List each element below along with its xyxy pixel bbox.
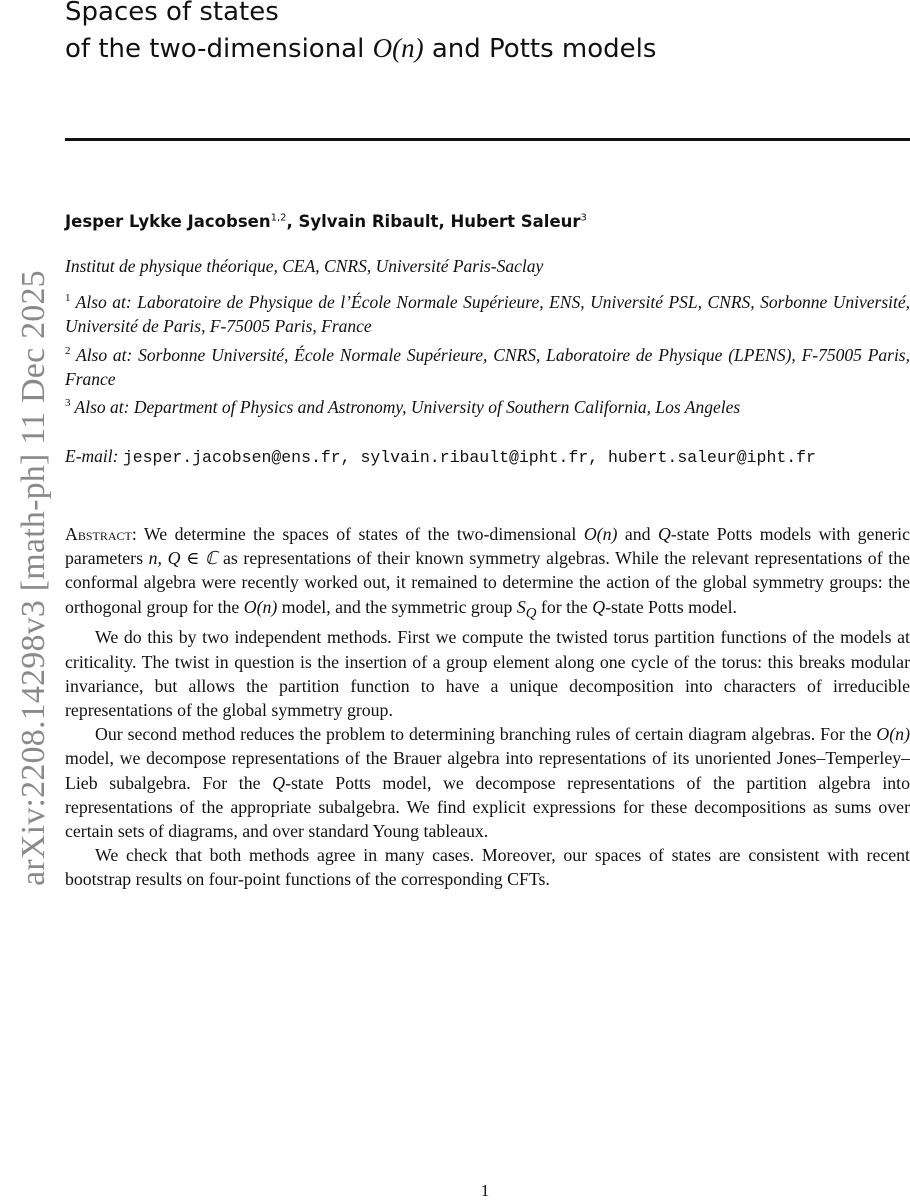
affiliation-3-text: Also at: Department of Physics and Astronomy, University of Southern California, Los Angeles bbox=[70, 396, 741, 417]
math: O(n) bbox=[876, 724, 910, 745]
title-line-1: Spaces of states bbox=[65, 0, 279, 27]
abstract-paragraph-1 bbox=[65, 522, 910, 625]
main-affiliation: Institut de physique théorique, CEA, CNRS, Université Paris-Saclay bbox=[65, 256, 544, 276]
math: Q bbox=[592, 596, 606, 617]
title-math-On: O(n) bbox=[372, 33, 424, 63]
title-rule bbox=[65, 138, 910, 141]
email-addresses[interactable]: jesper.jacobsen@ens.fr, sylvain.ribault@ipht.fr, hubert.saleur@ipht.fr bbox=[122, 448, 816, 467]
affiliation-1-text: Also at: Laboratoire de Physique de l’École Normale Supérieure, ENS, Université PSL, CNRS, Sorbonne Université, Université de Paris, F-75005 Paris, France bbox=[65, 292, 910, 337]
author-ribault-saleur: , Sylvain Ribault, Hubert Saleur bbox=[286, 212, 581, 231]
text: -state Potts model, we decompose representations of the partition algebra into representations of the appropriate subalgebra. We find explicit expressions for these decompositions as sums over certain sets of diagrams, and over standard Young tableaux. bbox=[65, 772, 910, 841]
math: O(n) bbox=[243, 596, 278, 617]
arxiv-identifier-stamp: arXiv:2208.14298v3 [math-ph] 11 Dec 2025 bbox=[15, 270, 52, 886]
affiliation-2-mark: 2 bbox=[65, 344, 71, 357]
affiliation-3 bbox=[65, 391, 910, 419]
email-line bbox=[65, 446, 816, 467]
abstract-label: Abstract: bbox=[65, 524, 137, 544]
text: Our second method reduces the problem to determining branching rules of certain diagram algebras. For the bbox=[95, 724, 877, 745]
text: -state Potts models with generic parameters bbox=[65, 524, 910, 569]
author-list bbox=[65, 212, 587, 231]
text: We determine the spaces of states of the two-dimensional bbox=[136, 524, 584, 544]
abstract-paragraph-4: We check that both methods agree in many cases. Moreover, our spaces of states are consistent with recent bootstrap results on four-point functions of the corresponding CFTs. bbox=[65, 845, 910, 890]
abstract bbox=[65, 522, 910, 892]
text: -state Potts model. bbox=[605, 596, 737, 617]
text: model, we decompose representations of the Brauer algebra into representations of its unoriented Jones–Temperley–Lieb subalgebra. For the bbox=[65, 748, 910, 793]
affiliation-1-mark: 1 bbox=[65, 292, 71, 305]
page-number: 1 bbox=[480, 1181, 490, 1200]
text: as representations of their known symmetry algebras. While the relevant representations of the conformal algebra were recently worked out, it remained to determine the action of the global symmetry groups: the orthogonal group for the bbox=[65, 548, 910, 617]
affiliation-2-text: Also at: Sorbonne Université, École Normale Supérieure, CNRS, Laboratoire de Physique (LPENS), F-75005 Paris, France bbox=[65, 344, 910, 389]
paper-title bbox=[65, 0, 895, 67]
author-saleur-affiliation-mark: 3 bbox=[580, 212, 587, 224]
text: and bbox=[617, 524, 658, 544]
title-line-2-suffix: and Potts models bbox=[423, 34, 657, 64]
abstract-paragraph-2: We do this by two independent methods. First we compute the twisted torus partition functions of the models at criticality. The twist in question is the insertion of a group element along one cycle of the torus: this breaks modular invariance, but allows the partition function to have a unique decomposition into characters of irreducible representations of the global symmetry group. bbox=[65, 627, 910, 720]
math: Q bbox=[272, 772, 286, 793]
email-label: E-mail: bbox=[65, 446, 119, 466]
math-subscript: Q bbox=[525, 605, 537, 622]
affiliation-1 bbox=[65, 286, 910, 338]
math: Q bbox=[657, 524, 671, 544]
math: O(n) bbox=[583, 524, 618, 544]
math: n, Q ∈ ℂ bbox=[148, 548, 218, 569]
math: S bbox=[516, 596, 526, 617]
text: for the bbox=[536, 596, 593, 617]
affiliations bbox=[65, 254, 910, 419]
affiliation-2 bbox=[65, 339, 910, 391]
author-jacobsen-affiliation-marks: 1,2 bbox=[270, 212, 287, 224]
abstract-paragraph-3 bbox=[65, 722, 910, 843]
author-jacobsen: Jesper Lykke Jacobsen bbox=[65, 212, 271, 231]
text: model, and the symmetric group bbox=[277, 596, 517, 617]
title-line-2-prefix: of the two-dimensional bbox=[65, 34, 373, 64]
affiliation-3-mark: 3 bbox=[65, 397, 71, 410]
